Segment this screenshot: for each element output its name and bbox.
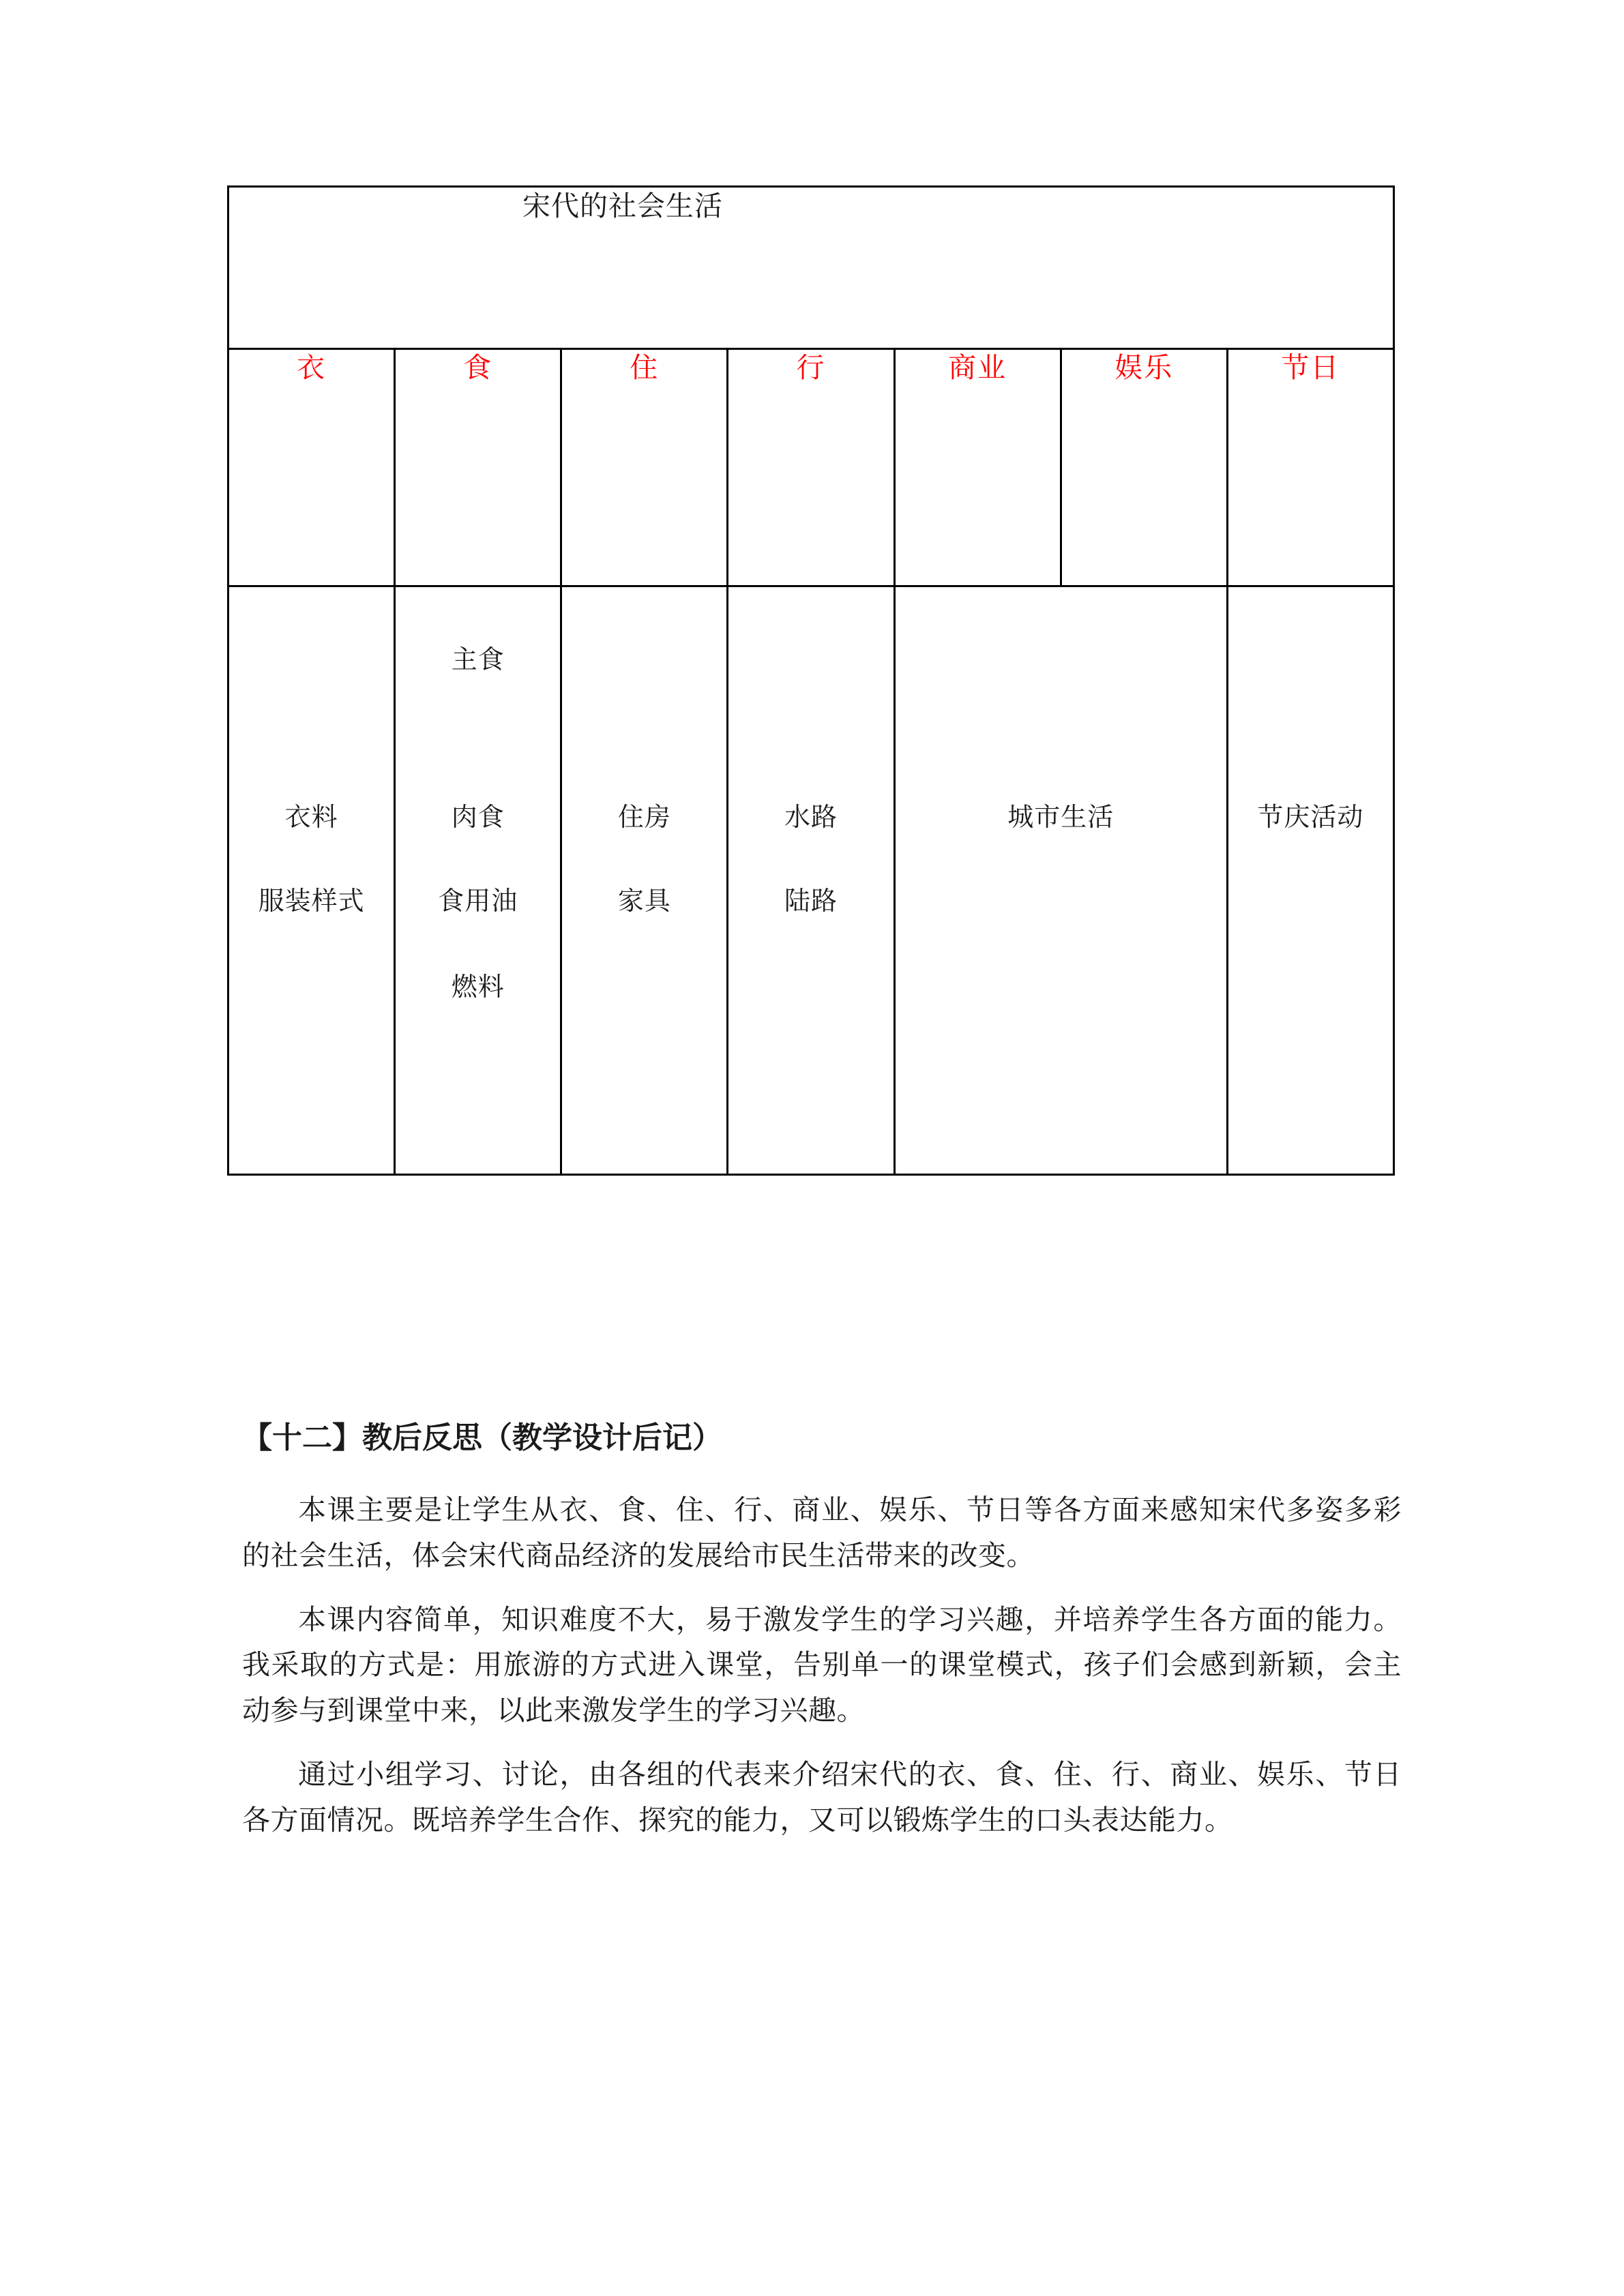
body-line-shi-4: 燃料 bbox=[451, 972, 505, 1002]
category-label-shi: 食 bbox=[463, 351, 493, 384]
table-title-text: 宋代的社会生活 bbox=[522, 190, 723, 222]
category-label-zhu: 住 bbox=[630, 351, 660, 384]
body-stack-xing bbox=[728, 587, 893, 1174]
body-line-yi-3: 服装样式 bbox=[258, 886, 365, 916]
table-category-row bbox=[228, 349, 1394, 586]
reflection-paragraph-3: 通过小组学习、讨论，由各组的代表来介绍宋代的衣、食、住、行、商业、娱乐、节日各方面情况。既培养学生合作、探究的能力，又可以锻炼学生的口头表达能力。 bbox=[242, 1758, 1402, 1836]
body-line-yi-2: 衣料 bbox=[284, 802, 338, 832]
category-cell-yi bbox=[228, 349, 395, 586]
category-label-jieri: 节日 bbox=[1281, 351, 1340, 384]
body-line-shi-2: 肉食 bbox=[451, 802, 505, 832]
body-line-zhu-3: 家具 bbox=[617, 886, 671, 916]
category-label-xing: 行 bbox=[796, 351, 826, 384]
body-line-shi-3: 食用油 bbox=[438, 886, 518, 916]
category-cell-xing bbox=[728, 349, 894, 586]
category-cell-zhu bbox=[561, 349, 728, 586]
category-cell-shangye bbox=[894, 349, 1061, 586]
category-cell-shi bbox=[395, 349, 561, 586]
reflection-paragraph-2: 本课内容简单，知识难度不大，易于激发学生的学习兴趣，并培养学生各方面的能力。我采取的方式是：用旅游的方式进入课堂，告别单一的课堂模式，孩子们会感到新颖，会主动参与到课堂中来，以此来激发学生的学习兴趣。 bbox=[242, 1603, 1402, 1727]
social-life-table-container bbox=[227, 185, 1395, 1176]
song-dynasty-social-life-table bbox=[227, 185, 1395, 1176]
body-cell-festival bbox=[1227, 586, 1393, 1175]
table-title-cell bbox=[228, 187, 1394, 349]
body-stack-yi bbox=[229, 587, 394, 1174]
category-label-yule: 娱乐 bbox=[1114, 351, 1174, 384]
body-stack-city-life bbox=[896, 587, 1226, 1174]
body-cell-zhu bbox=[561, 586, 728, 1175]
category-cell-jieri bbox=[1227, 349, 1393, 586]
body-cell-city-life bbox=[894, 586, 1227, 1175]
body-line-city-2: 城市生活 bbox=[1007, 802, 1114, 832]
body-stack-festival bbox=[1228, 587, 1393, 1174]
body-line-festival-2: 节庆活动 bbox=[1257, 802, 1364, 832]
table-body-row bbox=[228, 586, 1394, 1175]
body-cell-yi bbox=[228, 586, 395, 1175]
reflection-section bbox=[242, 1418, 1402, 1862]
body-stack-zhu bbox=[562, 587, 726, 1174]
body-cell-xing bbox=[728, 586, 894, 1175]
section-heading-teaching-reflection: 【十二】教后反思（教学设计后记） bbox=[242, 1420, 722, 1455]
body-cell-shi bbox=[395, 586, 561, 1175]
body-line-shi-1: 主食 bbox=[451, 644, 505, 674]
body-line-xing-2: 水路 bbox=[784, 802, 838, 832]
category-label-yi: 衣 bbox=[297, 351, 327, 384]
body-line-zhu-2: 住房 bbox=[617, 802, 671, 832]
body-line-xing-3: 陆路 bbox=[784, 886, 838, 916]
category-cell-yule bbox=[1061, 349, 1227, 586]
body-stack-shi bbox=[396, 587, 560, 1174]
reflection-paragraph-1: 本课主要是让学生从衣、食、住、行、商业、娱乐、节日等各方面来感知宋代多姿多彩的社会生活，体会宋代商品经济的发展给市民生活带来的改变。 bbox=[242, 1493, 1402, 1572]
table-title-row bbox=[228, 187, 1394, 349]
category-label-shangye: 商业 bbox=[948, 351, 1007, 384]
